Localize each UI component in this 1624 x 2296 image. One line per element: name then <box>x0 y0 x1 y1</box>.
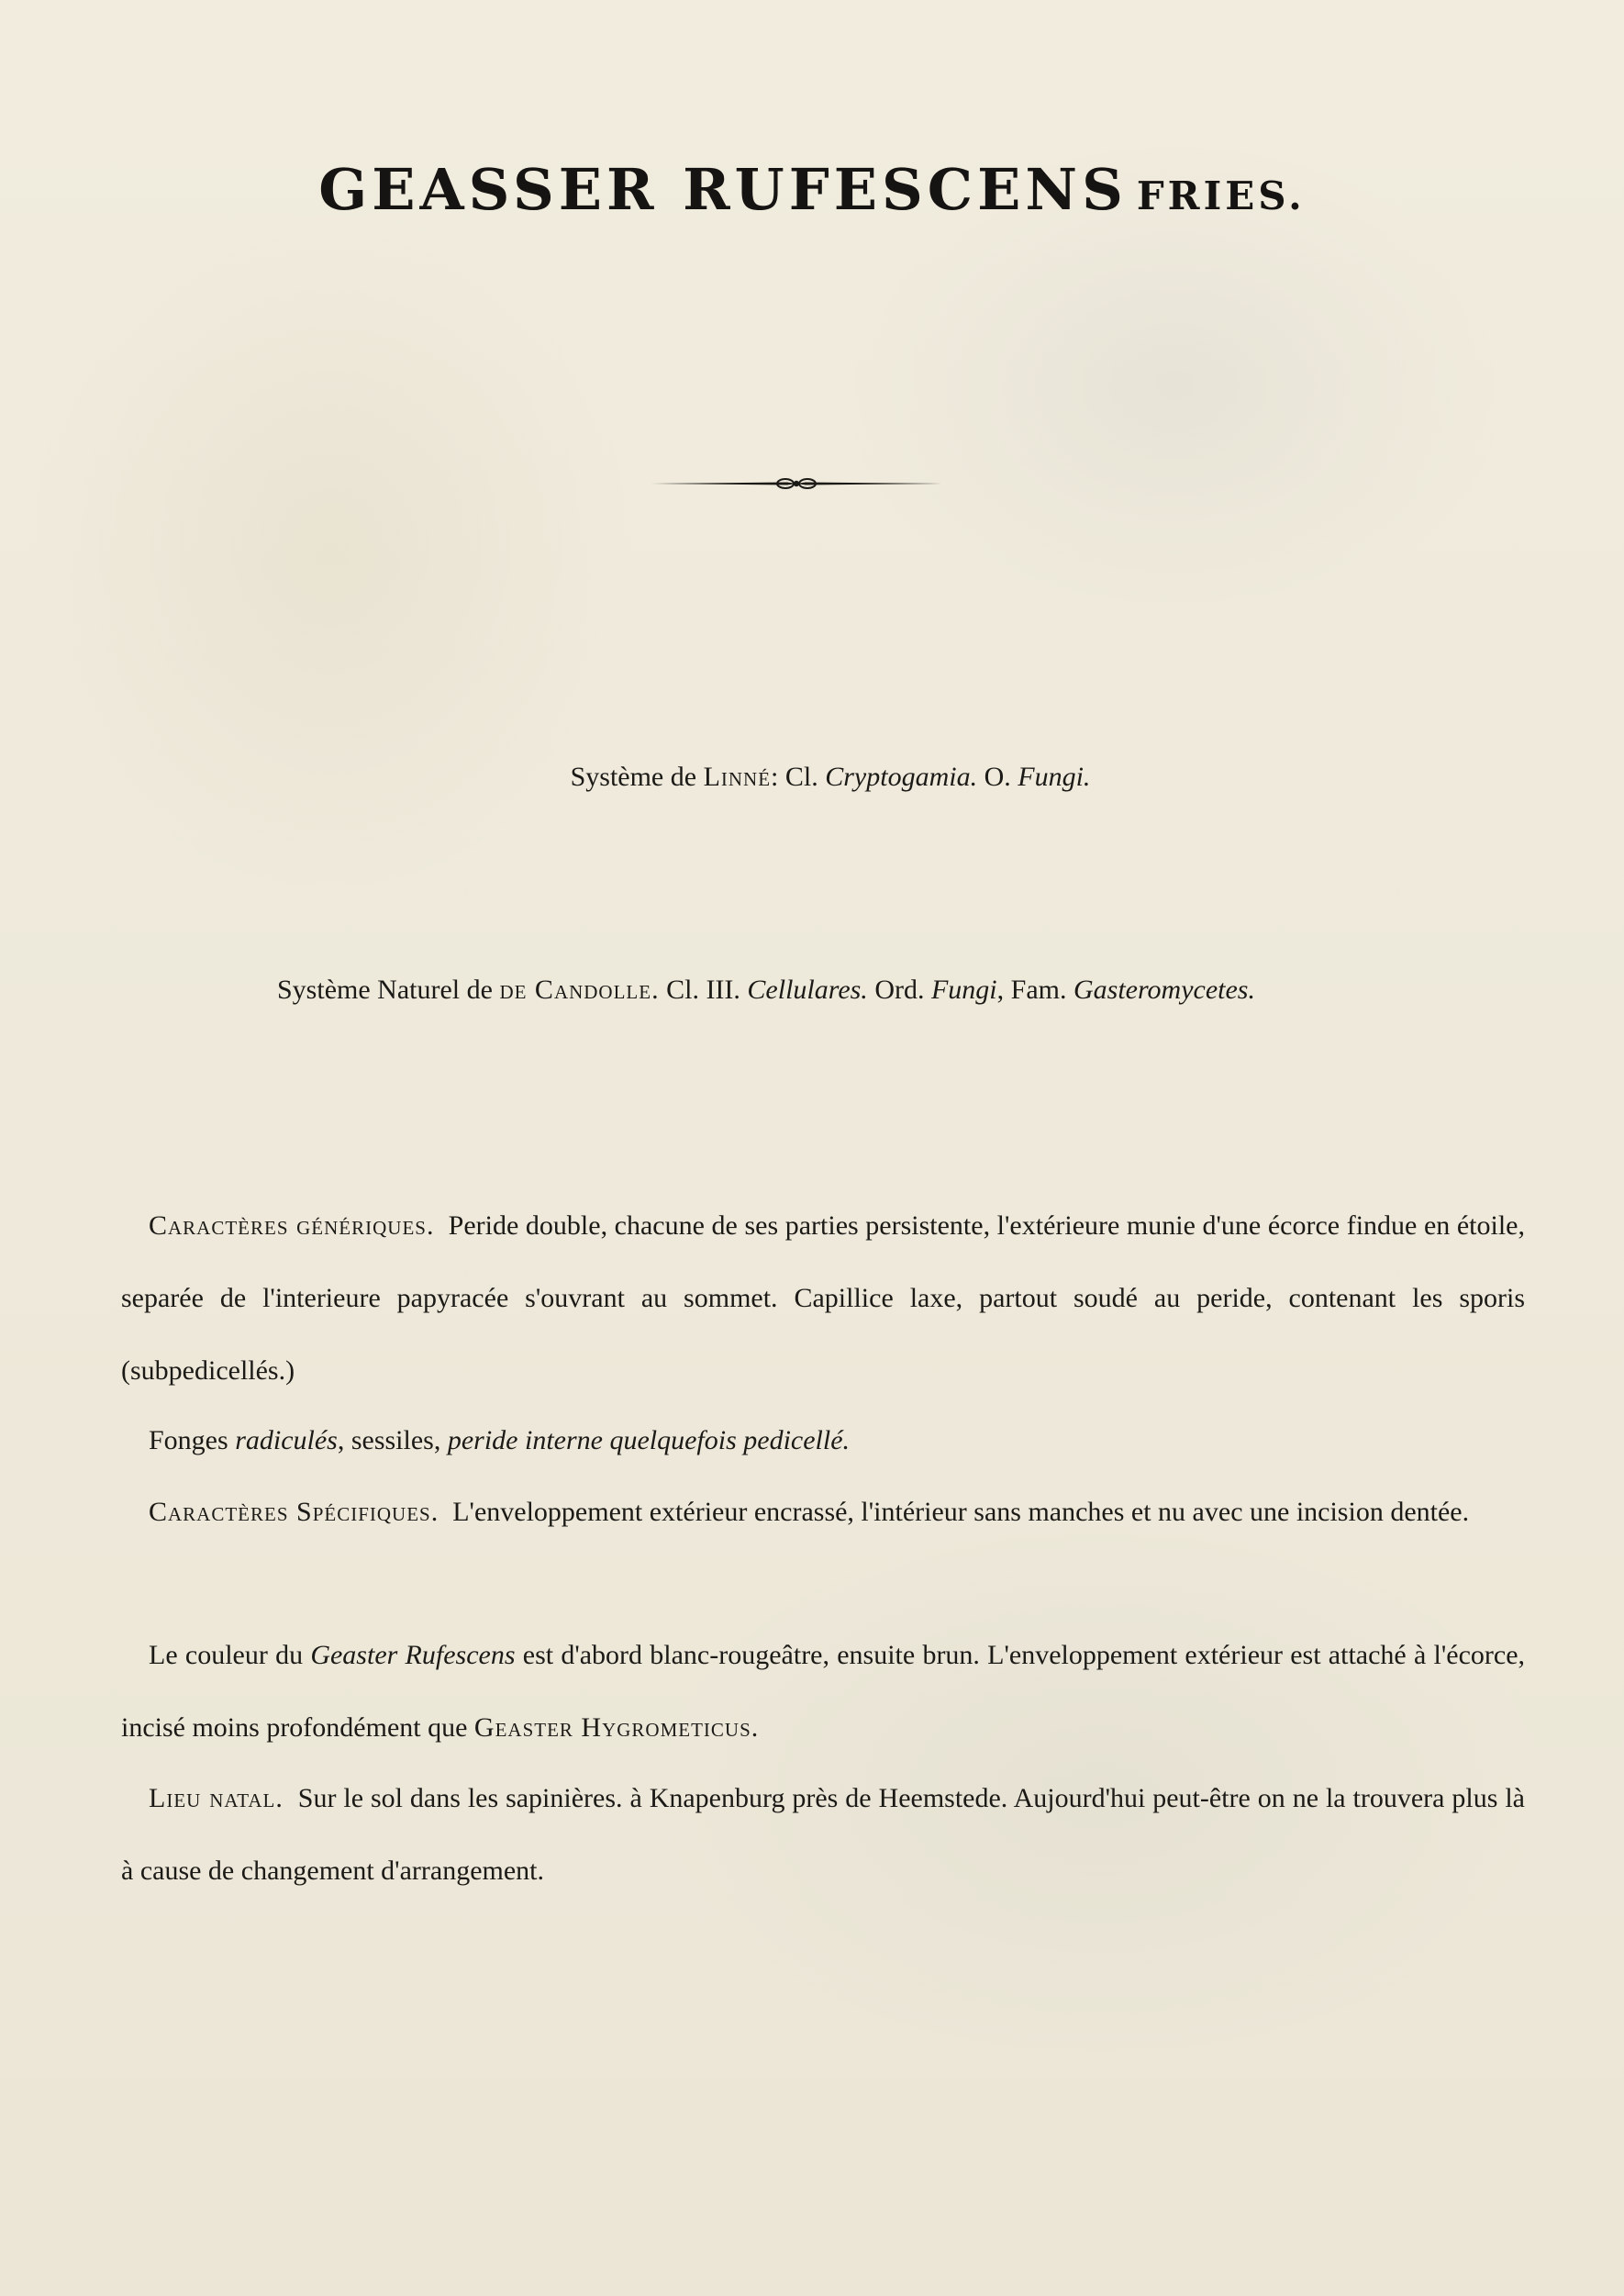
page-title <box>0 156 1624 223</box>
linne-order: Fungi. <box>1018 762 1091 792</box>
title-species: GEASSER RUFESCENS <box>318 156 1128 223</box>
specific-heading: Caractères Spécifiques. <box>149 1497 439 1527</box>
paragraph-specific-characters <box>121 1476 1525 1548</box>
generic-text: Peride double, chacune de ses parties persistente, l'extérieure munie d'une écorce findue en étoile, separée de l'interieure papyracée s'ouvrant au sommet. Capillice laxe, partout soudé au peride, contenant les sporis (subpedicellés.) <box>121 1210 1525 1386</box>
candolle-order: Fungi <box>930 975 997 1005</box>
system-candolle-line: Système Naturel de de Candolle. Cl. III. Cellulares. Ord. Fungi, Fam. Gasteromycetes. <box>277 975 1255 1005</box>
paragraph-fonges: Fonges radiculés, sessiles, peride interne quelquefois pedicellé. <box>149 1425 851 1455</box>
candolle-name: de Candolle. <box>499 975 660 1005</box>
paragraph-colour: Le couleur du Geaster Rufescens est d'abord blanc-rougeâtre, ensuite brun. L'enveloppement extérieur est attaché à l'écorce, incisé moins profondément que Geaster Hygrometicus. <box>121 1640 1526 1743</box>
candolle-family: Gasteromycetes. <box>1073 975 1255 1005</box>
linne-name: Linné <box>703 762 772 792</box>
paragraph-generic-characters <box>121 1189 1525 1407</box>
title-author: FRIES. <box>1136 173 1306 218</box>
linne-class: Cryptogamia. <box>825 762 978 792</box>
paragraph-habitat <box>121 1762 1525 1907</box>
habitat-heading: Lieu natal. <box>149 1783 284 1813</box>
candolle-class: Cellulares. <box>747 975 868 1005</box>
system-linne-line: Système de Linné: Cl. Cryptogamia. O. Fungi. <box>570 762 1091 792</box>
habitat-text: Sur le sol dans les sapinières. à Knapenburg près de Heemstede. Aujourd'hui peut-être on ne la trouvera plus là à cause de changement d'arrangement. <box>121 1783 1525 1886</box>
generic-heading: Caractères génériques. <box>149 1210 435 1241</box>
specific-text: L'enveloppement extérieur encrassé, l'intérieur sans manches et nu avec une incision dentée. <box>452 1497 1470 1527</box>
ornament-divider-icon <box>650 470 943 497</box>
